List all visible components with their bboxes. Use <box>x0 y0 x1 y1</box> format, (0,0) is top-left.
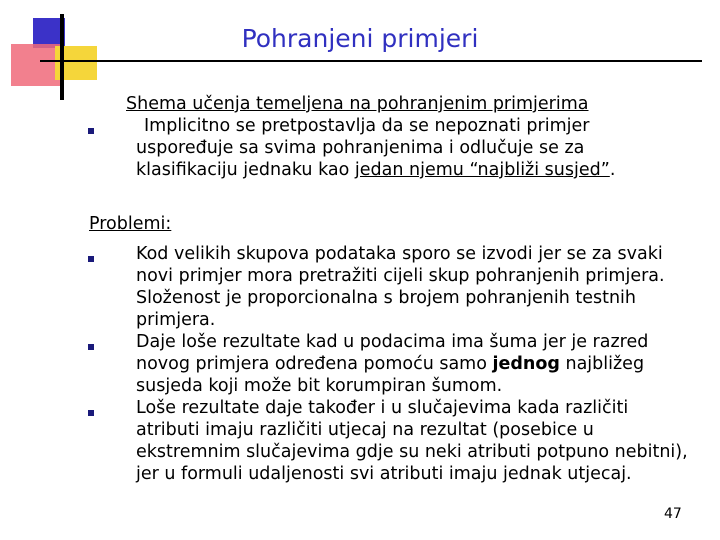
bullet-icon <box>88 410 94 416</box>
page-number: 47 <box>664 506 682 522</box>
intro-line-3: klasifikaciju jednaku kao jedan njemu “najbliži susjed”. <box>136 160 616 180</box>
bullet-icon <box>88 128 94 134</box>
problems-heading: Problemi: <box>89 214 172 234</box>
problem-item-1: Kod velikih skupova podataka sporo se izvodi jer se za svaki novi primjer mora pretražiti cijeli skup pohranjenih primjera. Složenost je proporcionalna s brojem pohranjenih testnih primjera. <box>136 244 665 330</box>
intro-line-1: Implicitno se pretpostavlja da se nepoznati primjer <box>144 116 590 136</box>
bullet-icon <box>88 344 94 350</box>
problem-item-3: Loše rezultate daje također i u slučajevima kada različiti atributi imaju različiti utjecaj na rezultat (posebice u ekstremnim slučajevima gdje su neki atributi potpuno nebitni), jer u formuli udaljenosti svi atributi imaju jednak utjecaj. <box>136 398 688 484</box>
bullet-icon <box>88 256 94 262</box>
intro-line-2: uspoređuje sa svima pohranjenima i odlučuje se za <box>136 138 585 158</box>
title-underline-rule <box>40 60 702 62</box>
problem-item-2: Daje loše rezultate kad u podacima ima šuma jer je razred novog primjera određena pomoću samo jednog najbližeg susjeda koji može bit korumpiran šumom. <box>136 332 649 396</box>
slide-title: Pohranjeni primjeri <box>241 24 479 53</box>
intro-text <box>126 93 615 181</box>
intro-heading: Shema učenja temeljena na pohranjenim primjerima <box>126 94 589 114</box>
